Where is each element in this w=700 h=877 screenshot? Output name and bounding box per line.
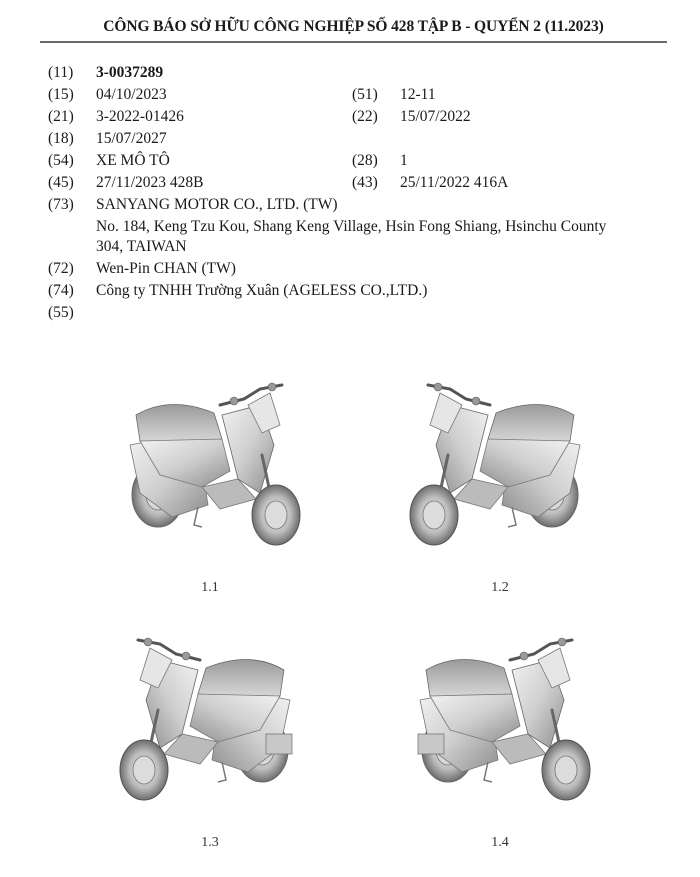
field-code: (43) xyxy=(352,174,378,191)
figure-caption: 1.4 xyxy=(491,835,509,850)
field-code: (11) xyxy=(48,64,74,81)
designer-name: Wen-Pin CHAN (TW) xyxy=(96,260,236,277)
field-code: (28) xyxy=(352,152,378,169)
application-number: 3-2022-01426 xyxy=(96,108,184,125)
scooter-illustration-icon xyxy=(400,375,600,550)
gazette-title: CÔNG BÁO SỞ HỮU CÔNG NGHIỆP SỐ 428 TẬP B - QUYỂN 2 (11.2023) xyxy=(103,18,604,35)
scooter-illustration-icon xyxy=(110,375,310,550)
field-code: (15) xyxy=(48,86,74,103)
registration-number: 3-0037289 xyxy=(96,64,164,81)
publication-date: 27/11/2023 428B xyxy=(96,174,204,191)
design-title: XE MÔ TÔ xyxy=(96,152,170,169)
design-count: 1 xyxy=(400,152,408,169)
figure-caption: 1.3 xyxy=(201,835,219,850)
owner-address: No. 184, Keng Tzu Kou, Shang Keng Village, Hsin Fong Shiang, Hsinchu County xyxy=(96,218,607,235)
locarno-class: 12-11 xyxy=(400,86,436,103)
design-figure-1-3 xyxy=(110,630,310,855)
owner-address-cont: 304, TAIWAN xyxy=(96,238,187,255)
figure-caption: 1.1 xyxy=(201,580,219,595)
figure-caption: 1.2 xyxy=(491,580,509,595)
filing-date: 15/07/2022 xyxy=(400,108,471,125)
design-figure-1-1 xyxy=(110,375,310,600)
application-publication: 25/11/2022 416A xyxy=(400,174,509,191)
design-figure-1-2 xyxy=(400,375,600,600)
header-divider xyxy=(40,41,667,43)
field-code: (73) xyxy=(48,196,74,213)
design-figure-1-4 xyxy=(400,630,600,855)
field-code: (54) xyxy=(48,152,74,169)
field-code: (21) xyxy=(48,108,74,125)
scooter-illustration-icon xyxy=(400,630,600,805)
expiry-date: 15/07/2027 xyxy=(96,130,167,147)
field-code: (18) xyxy=(48,130,74,147)
field-code: (51) xyxy=(352,86,378,103)
field-code: (72) xyxy=(48,260,74,277)
field-code: (74) xyxy=(48,282,74,299)
agent-name: Công ty TNHH Trường Xuân (AGELESS CO.,LTD.) xyxy=(96,282,428,299)
scooter-illustration-icon xyxy=(110,630,310,805)
owner-name: SANYANG MOTOR CO., LTD. (TW) xyxy=(96,196,338,213)
field-code: (22) xyxy=(352,108,378,125)
field-code: (45) xyxy=(48,174,74,191)
grant-date: 04/10/2023 xyxy=(96,86,167,103)
field-code: (55) xyxy=(48,304,74,321)
